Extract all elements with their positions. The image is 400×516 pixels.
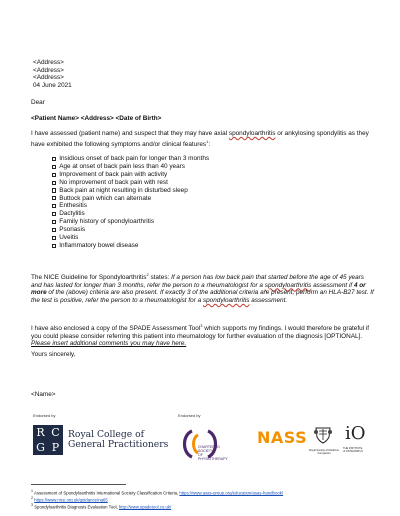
- checklist-item[interactable]: [52, 194, 209, 202]
- checklist-item[interactable]: [52, 155, 209, 163]
- checklist-label: Buttock pain which can alternate: [59, 194, 152, 202]
- intro-text-cont: or ankylosing spondylitis as they have exhibited the following symptoms and/or clinical features: [31, 130, 369, 148]
- footnote-ref: 3: [200, 323, 203, 328]
- rcgp-wordmark-line: General Practitioners: [68, 439, 169, 450]
- io-wordmark-line: THE INSTITUTE: [343, 447, 363, 450]
- io-wordmark: [343, 447, 379, 453]
- crest-icon: [313, 425, 333, 445]
- footnotes: [31, 489, 381, 510]
- address-block: [33, 59, 72, 89]
- intro-text: I have assessed (patient name) and suspect that they may have axial: [31, 130, 229, 137]
- checkbox[interactable]: [52, 228, 56, 232]
- rcgp-wordmark: [68, 430, 168, 451]
- csp-wordmark: [198, 445, 228, 461]
- checklist-label: No improvement of back pain with rest: [59, 178, 168, 186]
- footnote-ref: 1: [206, 138, 209, 144]
- footnote: [31, 496, 381, 503]
- spade-paragraph: [31, 322, 376, 348]
- io-wordmark-line: of OSTEOPATHY: [343, 450, 364, 453]
- checklist-label: Enthesitis: [59, 202, 87, 210]
- patient-details-line: <Patient Name> <Address> <Date of Birth>: [31, 115, 162, 122]
- checklist-item[interactable]: [52, 242, 209, 250]
- checklist-label: Uveitis: [59, 234, 79, 242]
- rcgp-letter: G: [36, 441, 45, 454]
- checklist-item[interactable]: [52, 218, 209, 226]
- checklist-item[interactable]: [52, 202, 209, 210]
- intro-paragraph: [31, 130, 371, 148]
- footnote-num: 2: [31, 496, 33, 501]
- intro-term: spondyloarthritis: [228, 130, 276, 137]
- checkbox[interactable]: [52, 244, 56, 248]
- letter-date: 04 June 2021: [33, 81, 72, 89]
- rcgp-wordmark-line: Royal College of: [68, 428, 145, 440]
- endorsed-label: Endorsed by: [178, 413, 201, 418]
- spade-text: which supports my findings. I would therefore be grateful if you could please consider referring this patient into rheumatology for further evaluation of the diagnosis [OPTIONAL].: [31, 325, 370, 340]
- additional-comments-placeholder[interactable]: Please insert additional comments you may have here.: [31, 340, 187, 348]
- checklist-item[interactable]: [52, 187, 209, 195]
- rcgp-logo-block: [33, 420, 173, 460]
- checkbox[interactable]: [52, 196, 56, 200]
- checklist-label: Insidious onset of back pain for longer than 3 months: [59, 155, 210, 163]
- crest-wordmark-line: Companion: [317, 452, 331, 455]
- checklist-label: Family history of spondyloarthritis: [59, 218, 155, 226]
- nass-logo: NASS: [257, 428, 308, 447]
- nice-guideline-paragraph: [31, 271, 376, 305]
- checklist-item[interactable]: [52, 226, 209, 234]
- checkbox[interactable]: [52, 165, 56, 169]
- checkbox[interactable]: [52, 181, 56, 185]
- footnote-link[interactable]: https://www.nice.org.uk/guidance/ng65: [34, 497, 108, 503]
- symptom-checklist: [52, 155, 209, 250]
- footnote-link[interactable]: https://www.asas-group.org/education/asas-handbook/: [179, 490, 284, 496]
- checklist-item[interactable]: [52, 210, 209, 218]
- salutation: Dear: [31, 99, 45, 106]
- checkbox[interactable]: [52, 212, 56, 216]
- checklist-item[interactable]: [52, 179, 209, 187]
- checkbox[interactable]: [52, 188, 56, 192]
- checklist-label: Psoriasis: [59, 226, 86, 234]
- rcgp-letter: C: [51, 426, 60, 439]
- footnote-ref: 2: [146, 272, 149, 277]
- footnote-text: Spondyloarthritis Diagnosis Evaluation Tool,: [33, 504, 119, 510]
- address-line: <Address>: [33, 66, 64, 74]
- footnote: [31, 503, 381, 510]
- footnote-text: Assessment of Spondyloarthritis International Society Classification Criteria,: [33, 490, 180, 496]
- nice-quote: If a person has low back pain that started before the age of 45 years and has lasted for longer than 3 months, refer the person to a rheumatologist for a: [31, 274, 364, 289]
- io-logo: iO: [345, 423, 366, 444]
- rcgp-letter: R: [36, 426, 45, 439]
- footnote-num: 1: [31, 489, 33, 493]
- nice-quote: assessment.: [249, 296, 288, 304]
- nice-bold: 4 or more: [31, 281, 366, 297]
- checklist-label: Inflammatory bowel disease: [59, 241, 139, 249]
- checklist-label: Back pain at night resulting in disturbed sleep: [59, 186, 188, 194]
- endorsed-label: Endorsed by: [33, 413, 56, 418]
- nice-term: spondyloarthritis: [264, 281, 312, 289]
- footnote-separator: [31, 484, 126, 485]
- rcgp-logo: [33, 425, 63, 455]
- footnote-num: 3: [31, 503, 33, 508]
- nice-quote: assessment if: [311, 281, 354, 289]
- checkbox[interactable]: [52, 236, 56, 240]
- spade-lead: I have also enclosed a copy of the SPADE Assessment Tool: [31, 325, 201, 333]
- checklist-item[interactable]: [52, 171, 209, 179]
- nice-lead: The NICE Guideline for Spondyloarthritis: [31, 274, 147, 282]
- nice-quote: of the (above) criteria are also present. If exactly 3 of the additional criteria are present, perform an HLA-B27 test. If the test is positive, refer the person to a rheumatologist for a: [31, 289, 374, 304]
- footnote: [31, 489, 381, 496]
- checkbox[interactable]: [52, 157, 56, 161]
- checkbox[interactable]: [52, 204, 56, 208]
- checklist-item[interactable]: [52, 163, 209, 171]
- rcgp-letter: P: [51, 441, 60, 454]
- csp-wordmark-line: PHYSIOTHERAPY: [198, 457, 228, 461]
- address-line: <Address>: [33, 74, 64, 82]
- crest-wordmark-line: Royal Society of Medicine: [309, 449, 339, 452]
- nice-mid: states:: [148, 274, 172, 282]
- csp-wordmark-line: OF: [198, 453, 203, 457]
- nice-term: spondyloarthritis: [202, 296, 250, 304]
- checklist-label: Improvement of back pain with activity: [59, 170, 168, 178]
- checklist-label: Age at onset of back pain less than 40 years: [59, 163, 185, 171]
- signature-name: <Name>: [31, 391, 56, 398]
- intro-colon: :: [208, 140, 211, 148]
- checklist-label: Dactylitis: [59, 210, 85, 218]
- crest-wordmark: [307, 449, 341, 455]
- closing: Yours sincerely,: [31, 351, 76, 358]
- checkbox[interactable]: [52, 173, 56, 177]
- csp-wordmark-line: SOCIETY: [198, 449, 214, 453]
- footnote-link[interactable]: http://www.spadetool.co.uk/: [118, 504, 172, 510]
- csp-wordmark-line: CHARTERED: [198, 445, 220, 449]
- address-line: <Address>: [33, 59, 64, 66]
- checklist-item[interactable]: [52, 234, 209, 242]
- checkbox[interactable]: [52, 220, 56, 224]
